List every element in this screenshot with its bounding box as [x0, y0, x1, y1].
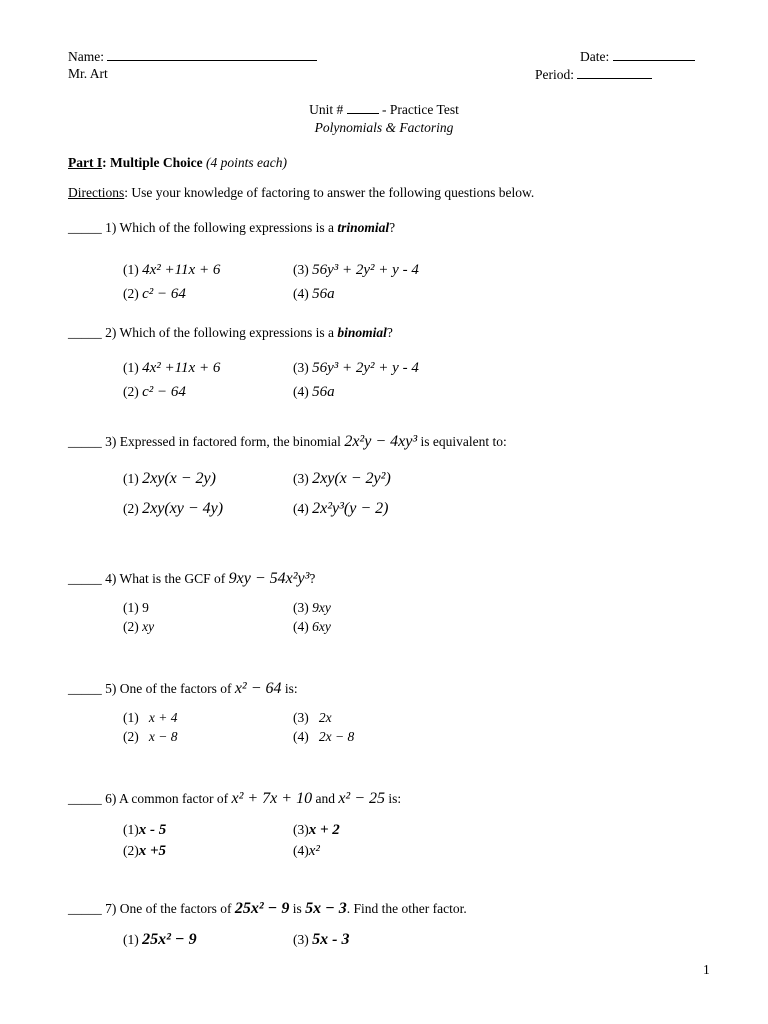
choice-2-3[interactable]: (3) 56y³ + 2y² + y - 4 — [293, 360, 419, 376]
period-label: Period: — [535, 67, 574, 82]
choice-6-4[interactable]: (4)x² — [293, 843, 320, 859]
keyword: binomial — [337, 325, 387, 340]
choice-4-4[interactable]: (4) 6xy — [293, 619, 331, 634]
choice-1-1[interactable]: (1) 4x² +11x + 6 — [123, 262, 221, 278]
answer-blank[interactable]: _____ — [68, 681, 102, 696]
choice-1-3[interactable]: (3) 56y³ + 2y² + y - 4 — [293, 262, 419, 278]
expression-2: 5x − 3 — [305, 900, 347, 917]
choice-7-3[interactable]: (3) 5x - 3 — [293, 931, 350, 948]
unit-suffix: - Practice Test — [382, 102, 459, 117]
page-number: 1 — [703, 962, 710, 977]
question-3: _____ 3) Expressed in factored form, the binomial 2x²y − 4xy³ is equivalent to: — [68, 433, 507, 450]
answer-blank[interactable]: _____ — [68, 791, 102, 806]
choice-5-2[interactable]: (2) x − 8 — [123, 729, 178, 744]
choice-1-2[interactable]: (2) c² − 64 — [123, 286, 186, 302]
part-label: Part I — [68, 155, 103, 170]
expression: 2x²y − 4xy³ — [344, 433, 418, 450]
part-points: (4 points each) — [206, 155, 287, 170]
directions-label: Directions — [68, 185, 125, 200]
question-5: _____ 5) One of the factors of x² − 64 is: — [68, 680, 298, 697]
part-title: Multiple Choice — [110, 155, 203, 170]
unit-prefix: Unit # — [309, 102, 344, 117]
unit-number-line[interactable] — [347, 101, 379, 114]
directions-text: : Use your knowledge of factoring to answer the following questions below. — [124, 185, 535, 200]
choice-2-2[interactable]: (2) c² − 64 — [123, 384, 186, 400]
date-label: Date: — [580, 49, 610, 64]
question-1: _____ 1) Which of the following expressions is a trinomial? — [68, 220, 396, 235]
answer-blank[interactable]: _____ — [68, 325, 102, 340]
expression: x² + 7x + 10 — [231, 790, 313, 807]
answer-blank[interactable]: _____ — [68, 434, 102, 449]
part-heading: Part I: Multiple Choice (4 points each) — [68, 155, 287, 170]
period-line[interactable] — [577, 66, 652, 79]
name-field[interactable] — [68, 48, 317, 65]
choice-3-4[interactable]: (4) 2x²y³(y − 2) — [293, 500, 389, 517]
period-field[interactable] — [535, 66, 652, 83]
answer-blank[interactable]: _____ — [68, 901, 102, 916]
choice-3-1[interactable]: (1) 2xy(x − 2y) — [123, 470, 216, 487]
date-line[interactable] — [613, 48, 695, 61]
choice-3-3[interactable]: (3) 2xy(x − 2y²) — [293, 470, 391, 487]
expression: x² − 64 — [234, 680, 282, 697]
answer-blank[interactable]: _____ — [68, 220, 102, 235]
page-subtitle: Polynomials & Factoring — [314, 120, 454, 135]
choice-2-4[interactable]: (4) 56a — [293, 384, 335, 400]
choice-3-2[interactable]: (2) 2xy(xy − 4y) — [123, 500, 224, 517]
expression: 9xy − 54x²y³ — [228, 570, 310, 587]
expression: 25x² − 9 — [234, 900, 290, 917]
choice-4-1[interactable]: (1) 9 — [123, 600, 149, 615]
date-field[interactable] — [580, 48, 695, 65]
directions — [68, 185, 534, 201]
expression-2: x² − 25 — [338, 790, 386, 807]
name-line[interactable] — [107, 48, 317, 61]
choice-5-1[interactable]: (1) x + 4 — [123, 710, 178, 725]
choice-2-1[interactable]: (1) 4x² +11x + 6 — [123, 360, 221, 376]
page-title — [0, 101, 768, 118]
answer-blank[interactable]: _____ — [68, 571, 102, 586]
choice-6-1[interactable]: (1)x - 5 — [123, 822, 167, 838]
question-7: _____ 7) One of the factors of 25x² − 9 is 5x − 3. Find the other factor. — [68, 900, 467, 917]
question-4: _____ 4) What is the GCF of 9xy − 54x²y³? — [68, 570, 316, 587]
choice-5-4[interactable]: (4) 2x − 8 — [293, 729, 355, 744]
keyword: trinomial — [337, 220, 390, 235]
teacher-name: Mr. Art — [68, 66, 108, 81]
choice-7-1[interactable]: (1) 25x² − 9 — [123, 931, 197, 948]
choice-6-3[interactable]: (3)x + 2 — [293, 822, 340, 838]
choice-4-3[interactable]: (3) 9xy — [293, 600, 331, 615]
name-label: Name: — [68, 49, 104, 64]
choice-5-3[interactable]: (3) 2x — [293, 710, 332, 725]
question-6: _____ 6) A common factor of x² + 7x + 10 and x² − 25 is: — [68, 790, 402, 807]
choice-1-4[interactable]: (4) 56a — [293, 286, 335, 302]
choice-4-2[interactable]: (2) xy — [123, 619, 155, 634]
choice-6-2[interactable]: (2)x +5 — [123, 843, 167, 859]
question-2: _____ 2) Which of the following expressions is a binomial? — [68, 325, 393, 340]
